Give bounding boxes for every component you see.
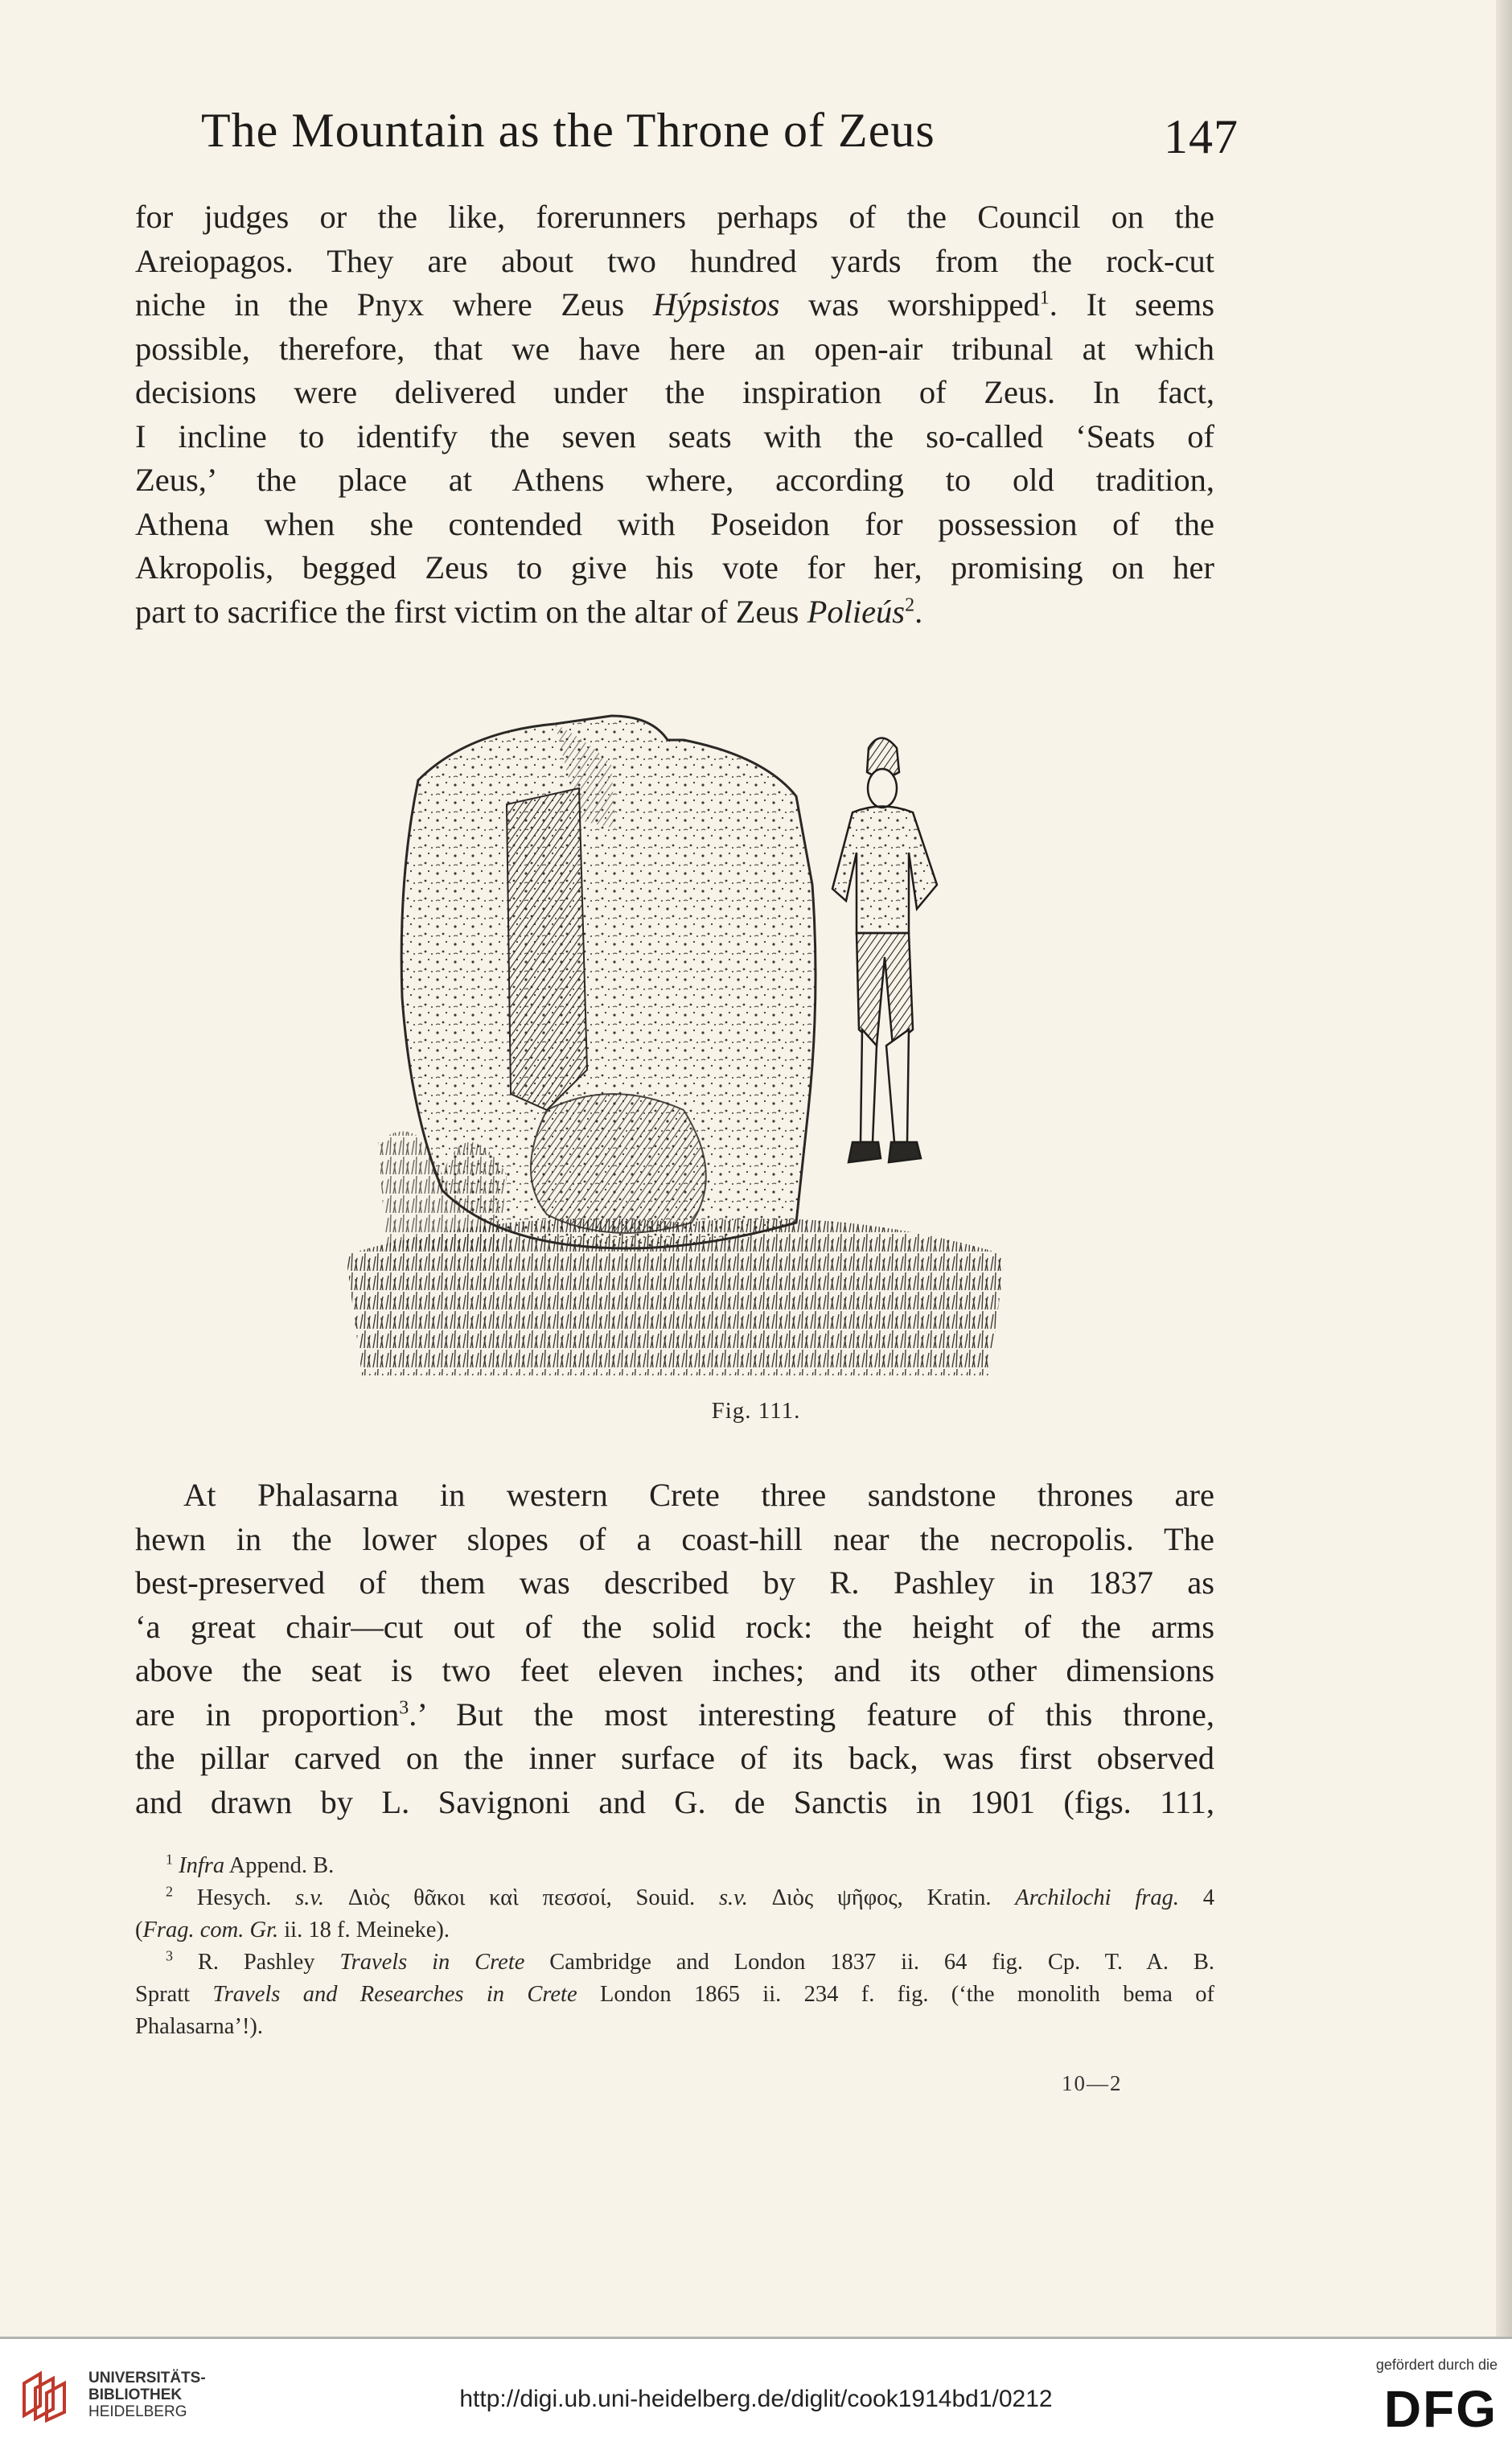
- footnote-2-cont: (Frag. com. Gr. ii. 18 f. Meineke).: [135, 1918, 450, 1942]
- throne-seat: [531, 1094, 706, 1233]
- text-line: and drawn by L. Savignoni and G. de Sanctis in 1901 (figs. 111,: [135, 1783, 1214, 1820]
- digitization-footer: [0, 2337, 1512, 2446]
- footnote-3: $^3$ R. Pashley Travels in Crete Cambridge and London 1837 ii. 64 fig. Cp. T. A. B.: [166, 1947, 1214, 1975]
- text-line: best-preserved of them was described by R. Pashley in 1837 as: [135, 1564, 1214, 1601]
- funding-note: gefördert durch die: [1375, 2357, 1498, 2373]
- text-line: possible, therefore, that we have here an open-air tribunal at which: [135, 330, 1214, 367]
- text-line: I incline to identify the seven seats with the so-called ‘Seats of: [135, 417, 1214, 454]
- standing-figure: [832, 738, 937, 1163]
- university-library-name: UNIVERSITÄTS- BIBLIOTHEK HEIDELBERG: [88, 2370, 206, 2420]
- text-line: above the seat is two feet eleven inches; and its other dimensions: [135, 1652, 1214, 1688]
- text-line: decisions were delivered under the inspiration of Zeus. In fact,: [135, 374, 1214, 410]
- source-url-link[interactable]: http://digi.ub.uni-heidelberg.de/diglit/cook1914bd1/0212: [459, 2386, 1053, 2412]
- text-line: At Phalasarna in western Crete three sandstone thrones are: [183, 1477, 1214, 1513]
- footnote-3-cont: Spratt Travels and Researches in Crete London 1865 ii. 234 f. fig. (‘the monolith bema of: [135, 1982, 1214, 2007]
- footnote-3-end: Phalasarna’!).: [135, 2014, 264, 2039]
- text-line: for judges or the like, forerunners perhaps of the Council on the: [135, 199, 1214, 235]
- text-line: Areiopagos. They are about two hundred yards from the rock-cut: [135, 242, 1214, 279]
- running-header: [201, 103, 1239, 167]
- paragraph-phalasarna: [135, 1474, 1214, 1824]
- figure-caption: Fig. 111.: [711, 1398, 801, 1424]
- text-line: part to sacrifice the first victim on the altar of Zeus Polieús$^2$.: [135, 593, 923, 630]
- text-line: Akropolis, begged Zeus to give his vote for her, promising on her: [135, 549, 1214, 586]
- paragraph-seats-of-zeus: [135, 195, 1214, 634]
- text-line: Zeus,’ the place at Athens where, according to old tradition,: [135, 462, 1214, 498]
- footnote-ref: 1: [1039, 287, 1050, 309]
- text-line: hewn in the lower slopes of a coast-hill near the necropolis. The: [135, 1520, 1214, 1557]
- text-line: the pillar carved on the inner surface of its back, was first observed: [135, 1740, 1214, 1776]
- throne-back-recess: [507, 788, 587, 1110]
- text-line: niche in the Pnyx where Zeus Hýpsistos was worshipped$^1$. It seems: [135, 286, 1214, 323]
- text-line: are in proportion$^3$.’ But the most interesting feature of this throne,: [135, 1696, 1214, 1733]
- text-line: Athena when she contended with Poseidon for possession of the: [135, 505, 1214, 542]
- running-title: The Mountain as the Throne of Zeus: [201, 104, 935, 157]
- throne-illustration: [346, 692, 1013, 1375]
- footnotes: [135, 1850, 1214, 2043]
- footnote-ref: 3: [399, 1697, 409, 1718]
- page-edge: [1496, 0, 1512, 2337]
- text-line: ‘a great chair—cut out of the solid rock: the height of the arms: [135, 1608, 1214, 1645]
- footnote-1: $^1$ Infra Append. B.: [166, 1851, 335, 1878]
- footnote-2: $^2$ Hesych. s.v. Διὸς θᾶκοι καὶ πεσσοί, Souid. s.v. Διὸς ψῆφος, Kratin. Archilochi frag. 4: [166, 1883, 1214, 1910]
- footnote-ref: 2: [905, 594, 915, 615]
- signature-mark: 10—2: [1062, 2071, 1123, 2095]
- dfg-logo: DFG: [1383, 2380, 1498, 2438]
- page-number: 147: [1164, 110, 1239, 163]
